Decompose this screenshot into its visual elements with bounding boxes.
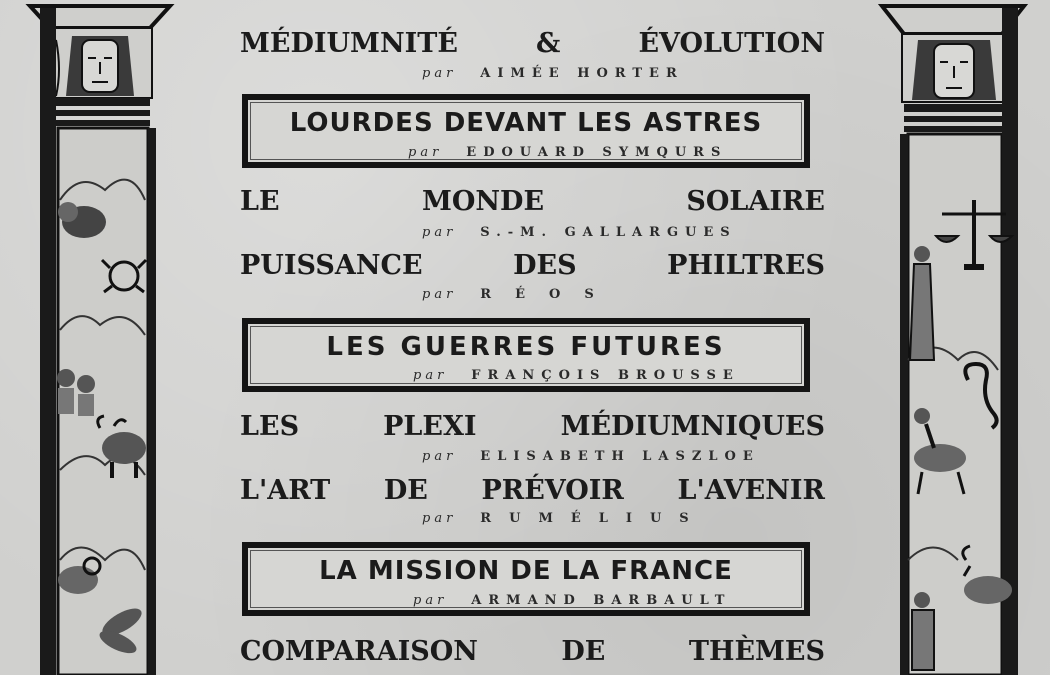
book-title: LES GUERRES FUTURES (326, 332, 726, 362)
list-item (240, 638, 825, 665)
author-name: S.-M. GALLARGUES (480, 225, 737, 240)
author-name: EDOUARD SYMQURS (466, 145, 728, 160)
author-name: ARMAND BARBAULT (471, 593, 732, 608)
right-egyptian-column (878, 0, 1050, 675)
book-author (413, 593, 731, 608)
egyptian-head-icon (912, 40, 996, 100)
left-egyptian-column (0, 0, 175, 675)
list-item (240, 250, 825, 302)
author-name: RUMÉLIUS (480, 511, 707, 526)
list-item (240, 186, 825, 240)
par-label: par (422, 66, 457, 81)
book-title: PUISSANCE DES PHILTRES (240, 250, 825, 281)
author-name: RÉOS (480, 287, 618, 302)
book-title: LOURDES DEVANT LES ASTRES (289, 108, 763, 138)
list-item (240, 475, 825, 526)
book-title: LE MONDE SOLAIRE (240, 186, 825, 217)
highlighted-book-box (242, 94, 810, 168)
author-name: AIMÉE HORTER (480, 66, 684, 81)
book-author (413, 368, 740, 383)
book-title: L'ART DE PRÉVOIR L'AVENIR (240, 475, 825, 506)
book-author (422, 66, 684, 81)
highlighted-book-box (242, 542, 810, 616)
list-item (240, 411, 825, 464)
par-label: par (422, 287, 457, 302)
list-item (240, 28, 825, 81)
par-label: par (413, 368, 448, 383)
book-title: MÉDIUMNITÉ & ÉVOLUTION (240, 28, 825, 59)
par-label: par (422, 511, 457, 526)
book-author (422, 287, 618, 302)
book-author (422, 449, 760, 464)
book-author (422, 225, 737, 240)
book-title: COMPARAISON DE THÈMES (240, 636, 825, 667)
par-label: par (413, 593, 448, 608)
par-label: par (422, 225, 457, 240)
book-title: LA MISSION DE LA FRANCE (319, 556, 733, 586)
virgin-icon (910, 246, 934, 360)
par-label: par (408, 145, 443, 160)
book-author (408, 145, 727, 160)
highlighted-book-box (242, 318, 810, 392)
author-name: ELISABETH LASZLOE (480, 449, 760, 464)
book-title: LES PLEXI MÉDIUMNIQUES (240, 411, 825, 442)
author-name: FRANÇOIS BROUSSE (471, 368, 740, 383)
book-author (422, 511, 707, 526)
par-label: par (422, 449, 457, 464)
